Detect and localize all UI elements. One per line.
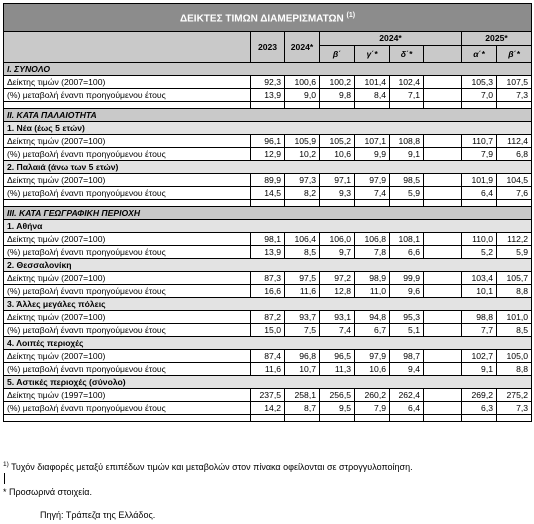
value-cell: 101,0 bbox=[497, 311, 532, 324]
value-cell: 102,7 bbox=[462, 350, 497, 363]
table-row bbox=[4, 148, 532, 161]
value-cell: 87,3 bbox=[251, 272, 285, 285]
spacer-cell bbox=[424, 272, 462, 285]
section-row bbox=[4, 207, 532, 220]
spacer-cell bbox=[390, 415, 424, 422]
table-row bbox=[4, 285, 532, 298]
table-row bbox=[4, 324, 532, 337]
group-row bbox=[4, 298, 532, 311]
value-cell: 106,4 bbox=[285, 233, 320, 246]
spacer-cell bbox=[355, 415, 390, 422]
spacer-cell bbox=[497, 102, 532, 109]
value-cell: 262,4 bbox=[390, 389, 424, 402]
value-cell: 9,4 bbox=[390, 363, 424, 376]
row-label: Δείκτης τιμών (2007=100) bbox=[4, 76, 251, 89]
spacer-cell bbox=[320, 415, 355, 422]
value-cell: 87,4 bbox=[251, 350, 285, 363]
value-cell: 96,8 bbox=[285, 350, 320, 363]
spacer-cell bbox=[424, 363, 462, 376]
value-cell: 104,5 bbox=[497, 174, 532, 187]
value-cell: 7,8 bbox=[355, 246, 390, 259]
value-cell: 97,5 bbox=[285, 272, 320, 285]
value-cell: 6,4 bbox=[462, 187, 497, 200]
value-cell: 5,9 bbox=[497, 246, 532, 259]
group-row bbox=[4, 259, 532, 272]
spacer-cell bbox=[320, 200, 355, 207]
spacer-cell bbox=[424, 311, 462, 324]
group-row bbox=[4, 220, 532, 233]
value-cell: 97,2 bbox=[320, 272, 355, 285]
table-row bbox=[4, 135, 532, 148]
value-cell: 102,4 bbox=[390, 76, 424, 89]
value-cell: 7,6 bbox=[497, 187, 532, 200]
value-cell: 93,7 bbox=[285, 311, 320, 324]
header-quarter: α΄* bbox=[462, 46, 497, 63]
table-row bbox=[4, 174, 532, 187]
value-cell: 105,2 bbox=[320, 135, 355, 148]
value-cell: 101,9 bbox=[462, 174, 497, 187]
value-cell: 10,7 bbox=[285, 363, 320, 376]
group-row bbox=[4, 122, 532, 135]
group-row bbox=[4, 376, 532, 389]
row-label: Δείκτης τιμών (2007=100) bbox=[4, 350, 251, 363]
group-label: 2. Θεσσαλονίκη bbox=[4, 259, 532, 272]
value-cell: 107,5 bbox=[497, 76, 532, 89]
table-row bbox=[4, 233, 532, 246]
table-row bbox=[4, 76, 532, 89]
value-cell: 87,2 bbox=[251, 311, 285, 324]
value-cell: 10,6 bbox=[355, 363, 390, 376]
footnote-provisional: * Προσωρινά στοιχεία. bbox=[3, 487, 92, 497]
spacer-cell bbox=[424, 389, 462, 402]
spacer-cell bbox=[424, 233, 462, 246]
value-cell: 92,3 bbox=[251, 76, 285, 89]
group-label: 4. Λοιπές περιοχές bbox=[4, 337, 532, 350]
spacer-cell bbox=[462, 415, 497, 422]
table-row bbox=[4, 389, 532, 402]
value-cell: 103,4 bbox=[462, 272, 497, 285]
spacer-cell bbox=[285, 415, 320, 422]
header-row-periods bbox=[4, 32, 532, 46]
value-cell: 101,4 bbox=[355, 76, 390, 89]
value-cell: 7,5 bbox=[285, 324, 320, 337]
value-cell: 16,6 bbox=[251, 285, 285, 298]
value-cell: 7,3 bbox=[497, 89, 532, 102]
spacer-cell bbox=[424, 102, 462, 109]
value-cell: 99,9 bbox=[390, 272, 424, 285]
value-cell: 7,4 bbox=[320, 324, 355, 337]
value-cell: 110,7 bbox=[462, 135, 497, 148]
spacer-cell bbox=[320, 102, 355, 109]
spacer-cell bbox=[424, 200, 462, 207]
spacer-cell bbox=[424, 148, 462, 161]
spacer-cell bbox=[424, 76, 462, 89]
table-row bbox=[4, 89, 532, 102]
spacer-cell bbox=[251, 102, 285, 109]
header-quarter: β΄* bbox=[497, 46, 532, 63]
value-cell: 8,8 bbox=[497, 285, 532, 298]
group-row bbox=[4, 161, 532, 174]
row-label: (%) μεταβολή έναντι προηγούμενου έτους bbox=[4, 402, 251, 415]
header-spacer-cell bbox=[424, 46, 462, 63]
spacer-cell bbox=[424, 187, 462, 200]
value-cell: 7,0 bbox=[462, 89, 497, 102]
spacer-row bbox=[4, 200, 532, 207]
value-cell: 6,6 bbox=[390, 246, 424, 259]
value-cell: 11,6 bbox=[285, 285, 320, 298]
value-cell: 9,0 bbox=[285, 89, 320, 102]
spacer-cell bbox=[424, 415, 462, 422]
group-label: 1. Αθήνα bbox=[4, 220, 532, 233]
value-cell: 8,5 bbox=[497, 324, 532, 337]
row-label: (%) μεταβολή έναντι προηγούμενου έτους bbox=[4, 363, 251, 376]
footnote-rounding-text: Τυχόν διαφορές μεταξύ επιπέδων τιμών και μεταβολών στον πίνακα οφείλονται σε στρογγυλοποίηση. bbox=[11, 462, 413, 472]
header-period-2025: 2025* bbox=[462, 32, 532, 46]
section-label: I. ΣΥΝΟΛΟ bbox=[4, 63, 532, 76]
value-cell: 97,9 bbox=[355, 174, 390, 187]
section-row bbox=[4, 63, 532, 76]
spacer-cell bbox=[285, 102, 320, 109]
value-cell: 93,1 bbox=[320, 311, 355, 324]
row-label: Δείκτης τιμών (2007=100) bbox=[4, 233, 251, 246]
value-cell: 108,8 bbox=[390, 135, 424, 148]
value-cell: 112,4 bbox=[497, 135, 532, 148]
spacer-cell bbox=[251, 200, 285, 207]
spacer-cell bbox=[424, 89, 462, 102]
value-cell: 256,5 bbox=[320, 389, 355, 402]
value-cell: 9,1 bbox=[462, 363, 497, 376]
value-cell: 98,7 bbox=[390, 350, 424, 363]
value-cell: 98,5 bbox=[390, 174, 424, 187]
table-row bbox=[4, 272, 532, 285]
table-row bbox=[4, 350, 532, 363]
value-cell: 89,9 bbox=[251, 174, 285, 187]
value-cell: 110,0 bbox=[462, 233, 497, 246]
value-cell: 11,3 bbox=[320, 363, 355, 376]
spacer-cell bbox=[251, 415, 285, 422]
value-cell: 9,6 bbox=[390, 285, 424, 298]
value-cell: 105,3 bbox=[462, 76, 497, 89]
value-cell: 275,2 bbox=[497, 389, 532, 402]
value-cell: 7,3 bbox=[497, 402, 532, 415]
row-label: (%) μεταβολή έναντι προηγούμενου έτους bbox=[4, 148, 251, 161]
value-cell: 12,8 bbox=[320, 285, 355, 298]
value-cell: 97,1 bbox=[320, 174, 355, 187]
row-label: (%) μεταβολή έναντι προηγούμενου έτους bbox=[4, 285, 251, 298]
value-cell: 94,8 bbox=[355, 311, 390, 324]
spacer-cell bbox=[390, 200, 424, 207]
row-label: Δείκτης τιμών (2007=100) bbox=[4, 311, 251, 324]
header-quarter: γ΄* bbox=[355, 46, 390, 63]
row-label: (%) μεταβολή έναντι προηγούμενου έτους bbox=[4, 246, 251, 259]
row-label: Δείκτης τιμών (2007=100) bbox=[4, 135, 251, 148]
value-cell: 258,1 bbox=[285, 389, 320, 402]
value-cell: 9,1 bbox=[390, 148, 424, 161]
value-cell: 105,0 bbox=[497, 350, 532, 363]
value-cell: 8,5 bbox=[285, 246, 320, 259]
value-cell: 9,3 bbox=[320, 187, 355, 200]
value-cell: 108,1 bbox=[390, 233, 424, 246]
row-label: Δείκτης τιμών (2007=100) bbox=[4, 272, 251, 285]
table-row bbox=[4, 402, 532, 415]
value-cell: 15,0 bbox=[251, 324, 285, 337]
table-row bbox=[4, 246, 532, 259]
value-cell: 10,1 bbox=[462, 285, 497, 298]
section-row bbox=[4, 109, 532, 122]
row-label: (%) μεταβολή έναντι προηγούμενου έτους bbox=[4, 187, 251, 200]
value-cell: 11,6 bbox=[251, 363, 285, 376]
value-cell: 7,9 bbox=[355, 402, 390, 415]
spacer-cell bbox=[497, 200, 532, 207]
row-label: (%) μεταβολή έναντι προηγούμενου έτους bbox=[4, 89, 251, 102]
table-row bbox=[4, 311, 532, 324]
value-cell: 106,0 bbox=[320, 233, 355, 246]
value-cell: 14,5 bbox=[251, 187, 285, 200]
group-label: 1. Νέα (έως 5 ετών) bbox=[4, 122, 532, 135]
spacer-cell bbox=[462, 200, 497, 207]
spacer-cell bbox=[4, 102, 251, 109]
spacer-cell bbox=[424, 174, 462, 187]
value-cell: 10,6 bbox=[320, 148, 355, 161]
value-cell: 97,3 bbox=[285, 174, 320, 187]
value-cell: 9,5 bbox=[320, 402, 355, 415]
value-cell: 105,9 bbox=[285, 135, 320, 148]
spacer-row bbox=[4, 415, 532, 422]
source-note: Πηγή: Τράπεζα της Ελλάδος. bbox=[40, 510, 156, 520]
header-quarter: δ΄* bbox=[390, 46, 424, 63]
table-title bbox=[4, 4, 532, 32]
value-cell: 100,2 bbox=[320, 76, 355, 89]
value-cell: 105,7 bbox=[497, 272, 532, 285]
value-cell: 107,1 bbox=[355, 135, 390, 148]
value-cell: 98,1 bbox=[251, 233, 285, 246]
group-label: 2. Παλαιά (άνω των 5 ετών) bbox=[4, 161, 532, 174]
value-cell: 8,8 bbox=[497, 363, 532, 376]
value-cell: 13,9 bbox=[251, 89, 285, 102]
value-cell: 9,9 bbox=[355, 148, 390, 161]
spacer-cell bbox=[355, 102, 390, 109]
spacer-cell bbox=[355, 200, 390, 207]
spacer-cell bbox=[424, 402, 462, 415]
value-cell: 98,8 bbox=[462, 311, 497, 324]
header-year-2023: 2023 bbox=[251, 32, 285, 63]
value-cell: 9,8 bbox=[320, 89, 355, 102]
spacer-cell bbox=[462, 102, 497, 109]
spacer-cell bbox=[424, 246, 462, 259]
table-title-text: ΔΕΙΚΤΕΣ ΤΙΜΩΝ ΔΙΑΜΕΡΙΣΜΑΤΩΝ bbox=[179, 13, 344, 25]
value-cell: 100,6 bbox=[285, 76, 320, 89]
value-cell: 237,5 bbox=[251, 389, 285, 402]
section-label: II. ΚΑΤΑ ΠΑΛΑΙΟΤΗΤΑ bbox=[4, 109, 532, 122]
value-cell: 9,7 bbox=[320, 246, 355, 259]
value-cell: 6,3 bbox=[462, 402, 497, 415]
value-cell: 8,4 bbox=[355, 89, 390, 102]
value-cell: 260,2 bbox=[355, 389, 390, 402]
group-label: 5. Αστικές περιοχές (σύνολο) bbox=[4, 376, 532, 389]
spacer-cell bbox=[285, 200, 320, 207]
spacer-cell bbox=[424, 135, 462, 148]
section-label: III. ΚΑΤΑ ΓΕΩΓΡΑΦΙΚΗ ΠΕΡΙΟΧΗ bbox=[4, 207, 532, 220]
table-title-row bbox=[4, 4, 532, 32]
value-cell: 6,8 bbox=[497, 148, 532, 161]
value-cell: 11,0 bbox=[355, 285, 390, 298]
value-cell: 7,9 bbox=[462, 148, 497, 161]
header-blank-cell bbox=[4, 32, 251, 63]
value-cell: 14,2 bbox=[251, 402, 285, 415]
value-cell: 8,7 bbox=[285, 402, 320, 415]
value-cell: 98,9 bbox=[355, 272, 390, 285]
value-cell: 97,9 bbox=[355, 350, 390, 363]
table-row bbox=[4, 363, 532, 376]
value-cell: 6,4 bbox=[390, 402, 424, 415]
apartment-price-index-table bbox=[3, 3, 532, 422]
spacer-row bbox=[4, 102, 532, 109]
row-label: (%) μεταβολή έναντι προηγούμενου έτους bbox=[4, 324, 251, 337]
value-cell: 8,2 bbox=[285, 187, 320, 200]
value-cell: 96,5 bbox=[320, 350, 355, 363]
value-cell: 106,8 bbox=[355, 233, 390, 246]
spacer-cell bbox=[390, 102, 424, 109]
value-cell: 5,9 bbox=[390, 187, 424, 200]
text-cursor-mark bbox=[4, 473, 5, 484]
group-label: 3. Άλλες μεγάλες πόλεις bbox=[4, 298, 532, 311]
value-cell: 10,2 bbox=[285, 148, 320, 161]
value-cell: 7,7 bbox=[462, 324, 497, 337]
row-label: Δείκτης τιμών (1997=100) bbox=[4, 389, 251, 402]
value-cell: 7,1 bbox=[390, 89, 424, 102]
footnote-rounding bbox=[3, 461, 413, 472]
table-title-note: (1) bbox=[346, 12, 356, 20]
spacer-cell bbox=[424, 324, 462, 337]
header-quarter: β΄ bbox=[320, 46, 355, 63]
header-period-2024: 2024* bbox=[320, 32, 462, 46]
spacer-cell bbox=[4, 200, 251, 207]
value-cell: 7,4 bbox=[355, 187, 390, 200]
value-cell: 269,2 bbox=[462, 389, 497, 402]
header-year-2024: 2024* bbox=[285, 32, 320, 63]
value-cell: 12,9 bbox=[251, 148, 285, 161]
value-cell: 13,9 bbox=[251, 246, 285, 259]
spacer-cell bbox=[424, 350, 462, 363]
value-cell: 5,1 bbox=[390, 324, 424, 337]
table-row bbox=[4, 187, 532, 200]
value-cell: 6,7 bbox=[355, 324, 390, 337]
group-row bbox=[4, 337, 532, 350]
value-cell: 5,2 bbox=[462, 246, 497, 259]
value-cell: 95,3 bbox=[390, 311, 424, 324]
footnote-marker: 1) bbox=[3, 461, 9, 468]
value-cell: 112,2 bbox=[497, 233, 532, 246]
row-label: Δείκτης τιμών (2007=100) bbox=[4, 174, 251, 187]
spacer-cell bbox=[424, 285, 462, 298]
spacer-cell bbox=[4, 415, 251, 422]
value-cell: 96,1 bbox=[251, 135, 285, 148]
spacer-cell bbox=[497, 415, 532, 422]
